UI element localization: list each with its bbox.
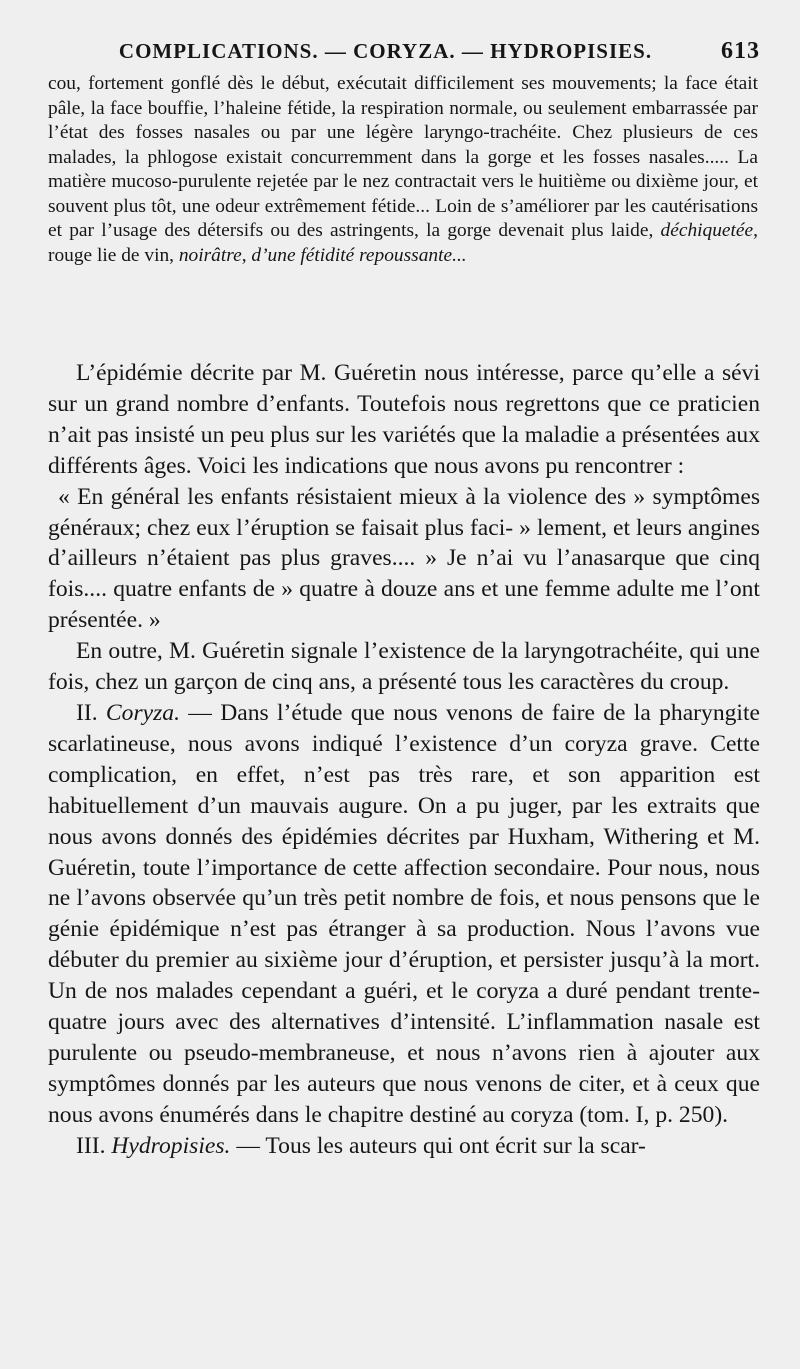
section-number: III. <box>76 1132 112 1159</box>
section-number: II. <box>76 699 106 726</box>
paragraph-en-outre: En outre, M. Guéretin signale l’existence de la laryngotrachéite, qui une fois, chez un garçon de cinq ans, a présenté tous les caractères du croup. <box>48 638 760 696</box>
section-coryza <box>48 698 760 1131</box>
paragraph-epidemie: L’épidémie décrite par M. Guéretin nous intéresse, parce qu’elle a sévi sur un grand nombre d’enfants. Toutefois nous regrettons que ce praticien n’ait pas insisté un peu plus sur les variétés que la maladie a présentées aux différents âges. Voici les indications que nous avons pu rencontrer : <box>48 360 760 479</box>
quote-italic-3: d’une fétidité repoussante... <box>251 244 467 266</box>
section-heading-hydropisies: Hydropisies. <box>111 1132 231 1159</box>
section-heading-coryza: Coryza. <box>105 699 180 726</box>
quote-text-2: , rouge lie de vin, <box>48 220 758 266</box>
section-text: — Tous les auteurs qui ont écrit sur la scar- <box>230 1132 646 1159</box>
quote-text-3: , <box>241 244 252 266</box>
section-hydropisies <box>48 1131 760 1162</box>
page-number: 613 <box>721 38 760 64</box>
main-text <box>48 358 760 1162</box>
running-title: COMPLICATIONS. — CORYZA. — HYDROPISIES. <box>118 39 653 63</box>
running-header <box>50 38 760 65</box>
section-text: — Dans l’étude que nous venons de faire de la pharyngite scarlatineuse, nous avons indiqué l’existence d’un coryza grave. Cette complication, en effet, n’est pas très rare, et son apparition est habituellement d’un mauvais augure. On a pu juger, par les extraits que nous avons donnés des épidémies décrites par Huxham, Withering et M. Guéretin, toute l’importance de cette affection secondaire. Pour nous, nous ne l’avons observée qu’un très petit nombre de fois, et nous pensons que le génie épidémique n’est pas étranger à sa production. Nous l’avons vue débuter du premier au sixième jour d’éruption, et persister jusqu’à la mort. Un de nos malades cependant a guéri, et le coryza a duré pendant trente-quatre jours avec des alternatives d’intensité. L’inflammation nasale est purulente ou pseudo-membraneuse, et nous n’avons rien à ajouter aux symptômes donnés par les auteurs que nous venons de citer, et à ceux que nous avons énumérés dans le chapitre destiné au coryza (tom. I, p. 250). <box>48 699 761 1128</box>
quote-text-1: cou, fortement gonflé dès le début, exécutait difficilement ses mouvements; la face était pâle, la face bouffie, l’haleine fétide, la respiration normale, ou seulement embarrassée par l’état des fosses nasales ou par une légère laryngo-trachéite. Chez plusieurs de ces malades, la phlogose existait concurremment dans la gorge et les fosses nasales..... La matière mucoso-purulente rejetée par le nez contractait vers le huitième ou dixième jour, et souvent plus tôt, une odeur extrêmement fétide... Loin de s’améliorer par les cautérisations et par l’usage des détersifs ou des astringents, la gorge devenait plus laide, <box>48 73 758 241</box>
quoted-passage <box>48 72 758 268</box>
paragraph-citation: « En général les enfants résistaient mieux à la violence des » symptômes généraux; chez eux l’éruption se faisait plus faci- » lement, et leurs angines d’ailleurs n’étaient pas plus graves.... » Je n’ai vu l’anasarque que cinq fois.... quatre enfants de » quatre à douze ans et une femme adulte me l’ont présentée. » <box>48 483 760 634</box>
quote-italic-2: noirâtre <box>178 244 242 266</box>
quote-italic-1: déchiquetée <box>660 220 754 241</box>
